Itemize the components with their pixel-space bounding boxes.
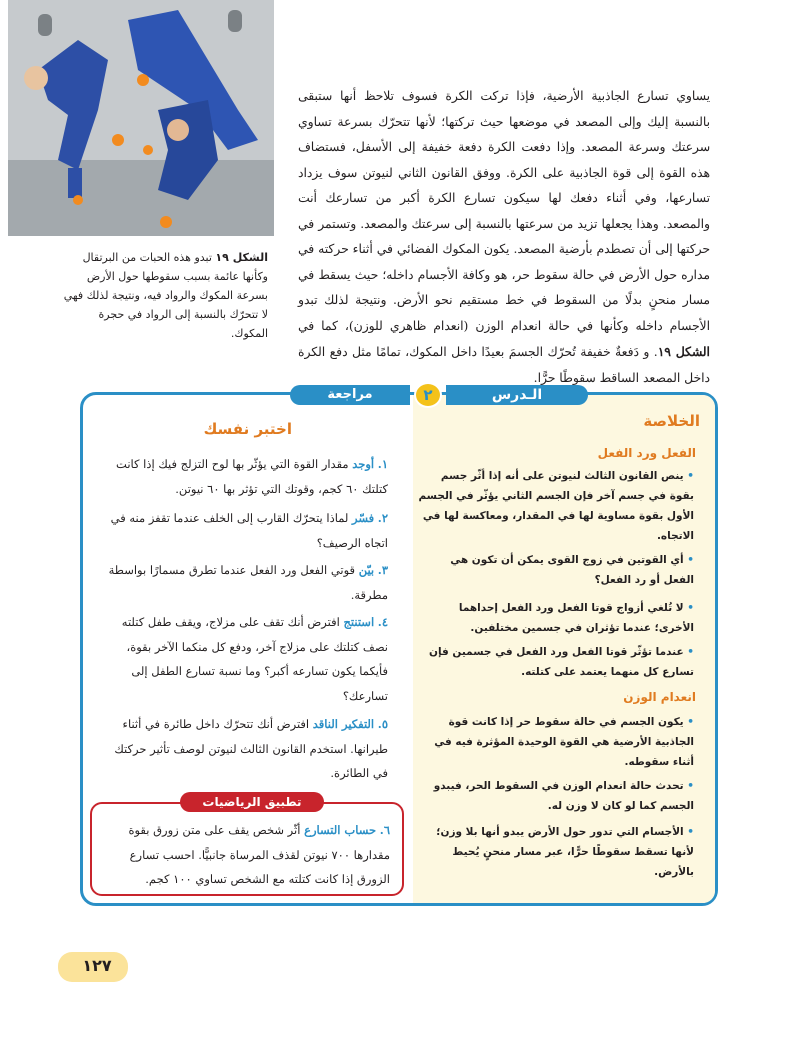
review-banner <box>290 382 588 408</box>
summary-title: الخلاصة <box>643 412 700 430</box>
question-6: ٦. حساب التسارع أثّر شخص يقف على متن زورق بقوة مقدارها ٧٠٠ نيوتن لقذف المرساة جانبيًّا. احسب تسارع الزورق إذا كانت كتلته مع الشخص تساوي ١٠٠ كجم. <box>128 823 390 886</box>
summary-item: • تحدث حالة انعدام الوزن في السقوط الحر، فيبدو الجسم كما لو كان لا وزن له. <box>433 780 694 812</box>
figure-caption-text: تبدو هذه الحبات من البرتقال وكأنها عائمة بسبب سقوطها حول الأرض بسرعة المكوك والرواد فيه، ونتيجة لذلك فهي لا تتحرّك بالنسبة إلى الرواد في حجرة المكوك. <box>63 251 268 340</box>
question-2: ٢. فسّر لماذا يتحرّك القارب إلى الخلف عندما تقفز منه في اتجاه الرصيف؟ <box>110 511 388 550</box>
question-1: ١. أوجد مقدار القوة التي يؤثّر بها لوح التزلج فيك إذا كانت كتلتك ٦٠ كجم، وقوتك التي تؤثر بها ٦٠ نيوتن. <box>116 457 388 496</box>
body-paragraph <box>298 84 710 391</box>
figure-caption <box>60 248 268 343</box>
bullet-icon: • <box>683 646 694 658</box>
summary-item: • عندما تؤثّر قوتا الفعل ورد الفعل في جسمين فإن تسارع كل منهما يعتمد على كتلته. <box>429 646 694 678</box>
bullet-icon: • <box>683 554 694 566</box>
figure-reference: الشكل ١٩ <box>657 344 710 359</box>
summary-section-title-action: الفعل ورد الفعل <box>597 446 696 460</box>
lesson-label: الـدرس <box>446 385 588 405</box>
summary-item: • ينص القانون الثالث لنيوتن على أنه إذا أثّر جسم بقوة في جسم آخر فإن الجسم الثاني يؤثّر في الجسم الأول بقوة مساوية لها في المقدار، ومعاكسة لها في الاتجاه. <box>418 470 694 542</box>
summary-item: • أي القوتين في زوج القوى يمكن أن تكون هي الفعل أو رد الفعل؟ <box>450 554 694 586</box>
summary-item: • يكون الجسم في حالة سقوط حر إذا كانت قوة الجاذبية الأرضية هي القوة الوحيدة المؤثرة فيه في أثناء سقوطه. <box>434 716 694 768</box>
math-application-label: تطبيق الرياضيات <box>180 792 324 812</box>
question-3: ٣. بيّن قوتي الفعل ورد الفعل عندما تطرق مسمارًا بواسطة مطرقة. <box>108 563 388 602</box>
bullet-icon: • <box>683 470 694 482</box>
paragraph-text-a: يساوي تسارع الجاذبية الأرضية، فإذا تركت الكرة فسوف تلاحظ أنها ستبقى بالنسبة إليك وإلى المصعد في موضعها حيث تركتها؛ لأنها تتحرّك بسرعة تساوي سرعتك وسرعة المصعد. وإذا دفعت الكرة دفعة خفيفة إلى الأسفل، فستضاف هذه القوة إلى قوة الجاذبية على الكرة. ووفق القانون الثاني لنيوتن سوف يزداد تسارعها، وفي أثناء دفعك لها سيكون تسارع الكرة أكبر من تسارعك أنت والمصعد. وهذا يجعلها تزيد من سرعتها بالنسبة إلى سرعتك والمصعد. وتستمر في حركتها إلى أن تصطدم بأرضية المصعد. يكون المكوك الفضائي في أثناء حركته في مداره حول الأرض في حالة سقوط حر، هو وكافة الأجسام داخله؛ حيث يسقط في مسار منحنٍ بدلًا من السقوط في خط مستقيم نحو الأرض. ونتيجة لذلك تبدو الأجسام داخله وكأنها في حالة انعدام الوزن (انعدام ظاهري للوزن)، كما في <box>298 89 710 333</box>
paragraph-text-b: . و دَفعةٌ خفيفة تُحرّك الجسمَ بعيدًا داخل المكوك، تمامًا مثل دفع الكرة داخل المصعد الساقط سقوطًا حرًّا. <box>298 345 710 385</box>
bullet-icon: • <box>683 716 694 728</box>
summary-item: • الأجسام التي تدور حول الأرض يبدو أنها بلا وزن؛ لأنها تسقط سقوطًا حرًّا، عبر مسار منحنٍ يُحيط بالأرض. <box>436 826 694 878</box>
astronauts-photo <box>8 0 274 236</box>
figure-label: الشكل ١٩ <box>215 251 268 264</box>
bullet-icon: • <box>683 826 694 838</box>
page-number: ١٢٧ <box>58 952 128 982</box>
bullet-icon: • <box>683 602 694 614</box>
astronauts-illustration <box>8 0 274 236</box>
summary-section-title-weightless: انعدام الوزن <box>623 690 696 704</box>
self-test-title: اختبر نفسك <box>203 420 292 438</box>
question-4: ٤. استنتج افترض أنك تقف على مزلاج، ويقف طفل كتلته نصف كتلتك على مزلاج آخر، ودفع كل منكما الآخر بقوة، فأيكما يكون تسارعه أكبر؟ وما نسبة تسارع الطفل إلى تسارعك؟ <box>121 615 388 703</box>
summary-item: • لا تُلغي أزواج قوتا الفعل ورد الفعل إحداهما الأخرى؛ عندما تؤثران في جسمين مختلفين. <box>458 602 694 634</box>
review-label: مراجعة <box>290 385 410 405</box>
question-5: ٥. التفكير الناقد افترض أنك تتحرّك داخل طائرة في أثناء طيرانها. استخدم القانون الثالث لنيوتن لوصف تأثير حركتك في الطائرة. <box>114 717 388 780</box>
lesson-number: ٢ <box>414 382 442 408</box>
bullet-icon: • <box>683 780 694 792</box>
